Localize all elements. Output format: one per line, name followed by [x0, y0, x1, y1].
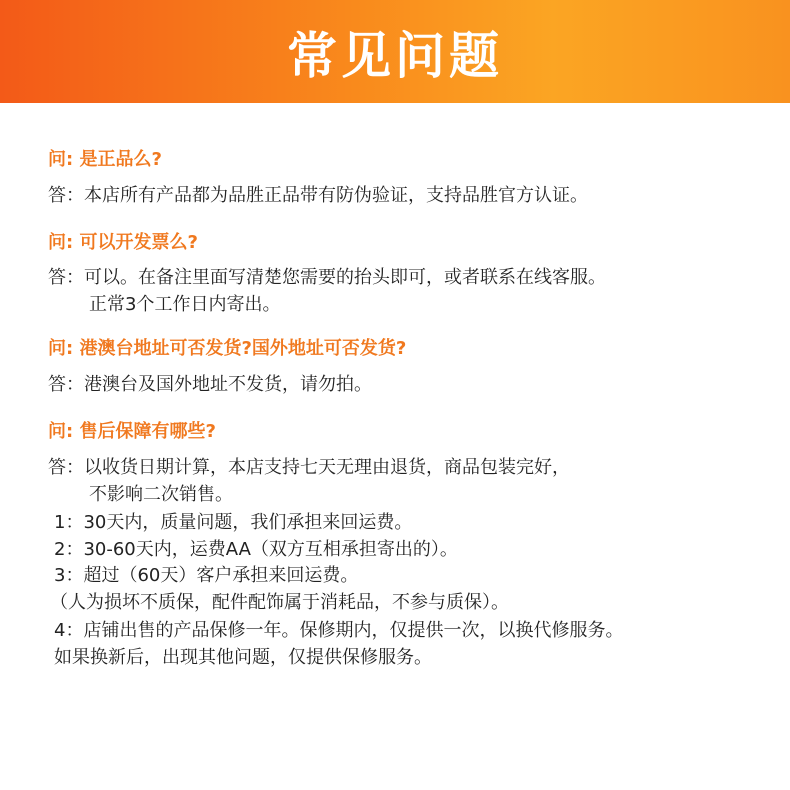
faq-answer-line: 答：港澳台及国外地址不发货，请勿拍。: [48, 374, 372, 395]
faq-answer-line: 不影响二次销售。: [89, 484, 233, 505]
faq-answer-line: 答：可以。在备注里面写清楚您需要的抬头即可，或者联系在线客服。: [48, 267, 606, 288]
faq-question-shipping: 问: 港澳台地址可否发货?国外地址可否发货?: [48, 338, 407, 359]
faq-answer-line: 答：本店所有产品都为品胜正品带有防伪验证，支持品胜官方认证。: [48, 185, 588, 206]
faq-answer-line: 如果换新后，出现其他问题，仅提供保修服务。: [54, 647, 432, 668]
faq-answer-line: 2：30-60天内，运费AA（双方互相承担寄出的）。: [54, 539, 458, 560]
header-banner: [0, 0, 790, 103]
page-title: 常见问题: [287, 26, 503, 85]
faq-answer-line: （人为损坏不质保，配件配饰属于消耗品，不参与质保）。: [50, 592, 509, 613]
faq-question-genuine: 问: 是正品么?: [48, 149, 162, 170]
faq-question-after-sales: 问: 售后保障有哪些?: [48, 421, 216, 442]
faq-answer-line: 4：店铺出售的产品保修一年。保修期内，仅提供一次，以换代修服务。: [54, 620, 624, 641]
faq-answer-line: 1：30天内，质量问题，我们承担来回运费。: [54, 512, 413, 533]
faq-answer-line: 正常3个工作日内寄出。: [89, 294, 281, 315]
faq-question-invoice: 问: 可以开发票么?: [48, 232, 198, 253]
faq-answer-line: 答：以收货日期计算，本店支持七天无理由退货，商品包装完好，: [48, 457, 570, 478]
faq-answer-line: 3：超过（60天）客户承担来回运费。: [54, 565, 359, 586]
